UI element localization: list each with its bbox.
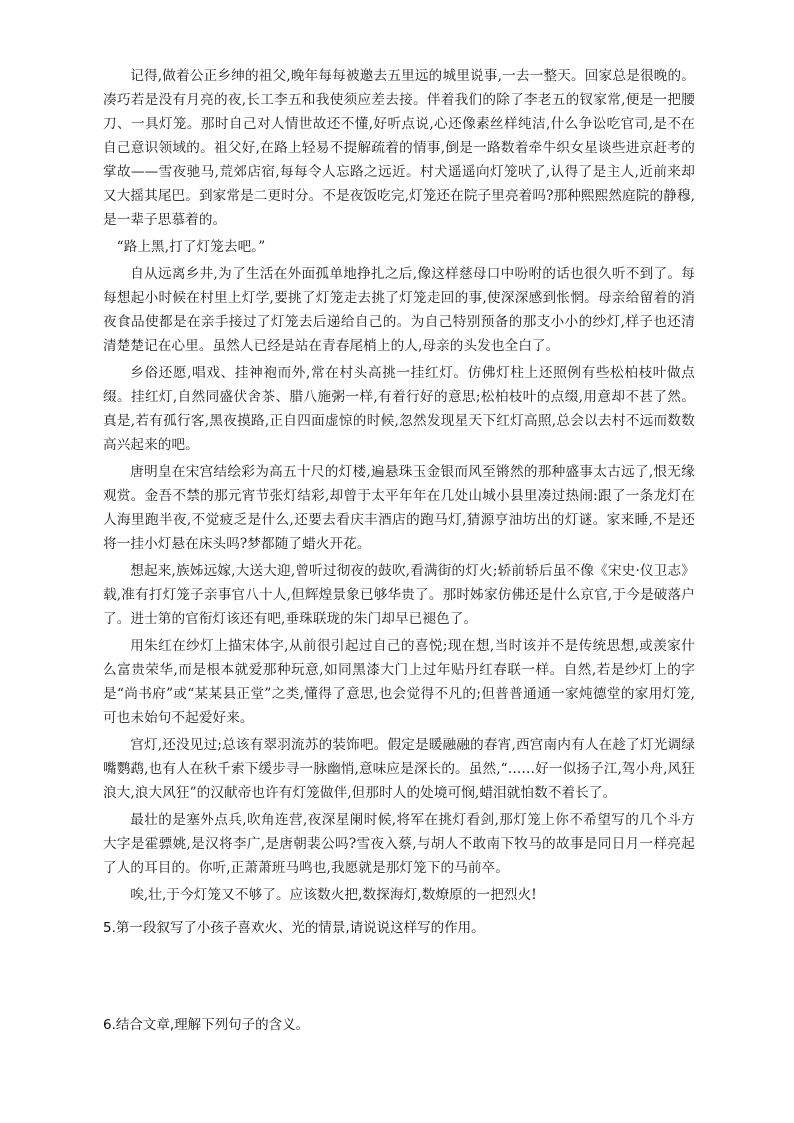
paragraph: 用朱红在纱灯上描宋体字,从前很引起过自己的喜悦;现在想,当时该并不是传统思想,或羡家什么富贵荣华,而是根本就爱那种玩意,如同黑漆大门上过年贴丹红春联一样。自然,若是纱灯上的字是“尚书府”或“某某县正堂”之类,懂得了意思,也会觉得不凡的;但普普通通一家炖德堂的家用灯笼,可也未始句不起爱好来。 xyxy=(103,638,695,726)
paragraph: 乡俗还愿,唱戏、挂神袍而外,常在村头高挑一挂红灯。仿佛灯柱上还照例有些松柏枝叶做点缀。挂红灯,自然同盛伏舍茶、腊八施粥一样,有着行好的意思;松柏枝叶的点缀,用意却不甚了然。真是,若有孤行客,黑夜摸路,正自四面虚惊的时候,忽然发现星天下红灯高照,总会以去村不远而数数高兴起来的吧。 xyxy=(103,365,695,453)
paragraph: 唉,壮,于今灯笼又不够了。应该数火把,数探海灯,数燎原的一把烈火! xyxy=(130,887,537,903)
passage-text xyxy=(103,64,695,910)
question-6: 6.结合文章,理解下列句子的含义。 xyxy=(103,1017,310,1033)
paragraph: 想起来,族姊远嫁,大送大迎,曾听过彻夜的鼓吹,看满街的灯火;轿前轿后虽不像《宋史·仪卫志》载,准有打灯笼子亲事官八十人,但辉煌景象已够华贵了。那时姊家仿佛还是什么京官,于今是破落户了。进士第的官衔灯该还有吧,垂珠联珑的朱门却早已褪色了。 xyxy=(103,563,695,627)
paragraph: 记得,做着公正乡绅的祖父,晚年每每被邀去五里远的城里说事,一去一整天。回家总是很晚的。凑巧若是没有月亮的夜,长工李五和我使须应差去接。伴着我们的除了李老五的钗家常,便是一把腰刀、一具灯笼。那时自己对人情世故还不懂,好听点说,心还像素丝样纯洁,什么争讼吃官司,是不在自己意识领域的。祖父好,在路上轻易不提解疏着的情事,倒是一路数着牵牛织女星谈些进京赶考的掌故——雪夜驰马,荒郊店宿,每每令人忘路之远近。村犬遥遥向灯笼吠了,认得了是主人,近前来却又大摇其尾巴。到家常是二更时分。不是夜饭吃完,灯笼还在院子里亮着吗?那种熙熙然庭院的静穆,是一辈子思慕着的。 xyxy=(103,68,695,228)
paragraph: 自从远离乡井,为了生活在外面孤单地挣扎之后,像这样慈母口中吩咐的话也很久听不到了。每每想起小时候在村里上灯学,要挑了灯笼走去挑了灯笼走回的事,使深深感到怅惘。母亲给留着的消夜食品使都是在亲手接过了灯笼去后递给自己的。为自己特别预备的那支小小的纱灯,样子也还清清楚楚记在心里。虽然人已经是站在青春尾梢上的人,母亲的头发也全白了。 xyxy=(103,266,695,354)
paragraph: 唐明皇在宋宫结绘彩为高五十尺的灯楼,遍悬珠玉金银而风至锵然的那种盛事太古远了,恨无缘观赏。金吾不禁的那元宵节张灯结彩,却曾于太平年年在几处山城小县里凑过热闹:跟了一条龙灯在人海里跑半夜,不觉疲乏是什么,还要去看庆丰酒店的跑马灯,猜源亨油坊出的灯谜。家来睡,不是还将一挂小灯悬在床头吗?梦都随了蜡火开花。 xyxy=(103,464,695,552)
question-5: 5.第一段叙写了小孩子喜欢火、光的情景,请说说这样写的作用。 xyxy=(103,920,485,936)
paragraph: “路上黑,打了灯笼去吧。” xyxy=(116,239,266,255)
paragraph: 最壮的是塞外点兵,吹角连营,夜深星阑时候,将军在挑灯看剑,那灯笼上你不希望写的几个斗方大字是霍骠姚,是汉将李广,是唐朝裴公吗?雪夜入蔡,与胡人不敢南下牧马的故事是同日月一样亮起了人的耳目的。你听,正萧萧班马鸣也,我愿就是那灯笼下的马前卒。 xyxy=(103,812,695,876)
paragraph: 宫灯,还没见过;总该有翠羽流苏的装饰吧。假定是暖融融的春宵,西宫南内有人在趁了灯光调绿嘴鹦鹉,也有人在秋千索下缓步寻一脉幽悄,意味应是深长的。虽然,“……好一似扬子江,驾小舟,风狂浪大,浪大风狂”的汉献帝也许有灯笼做伴,但那时人的处境可悯,蜡泪就怕数不着长了。 xyxy=(103,737,695,801)
